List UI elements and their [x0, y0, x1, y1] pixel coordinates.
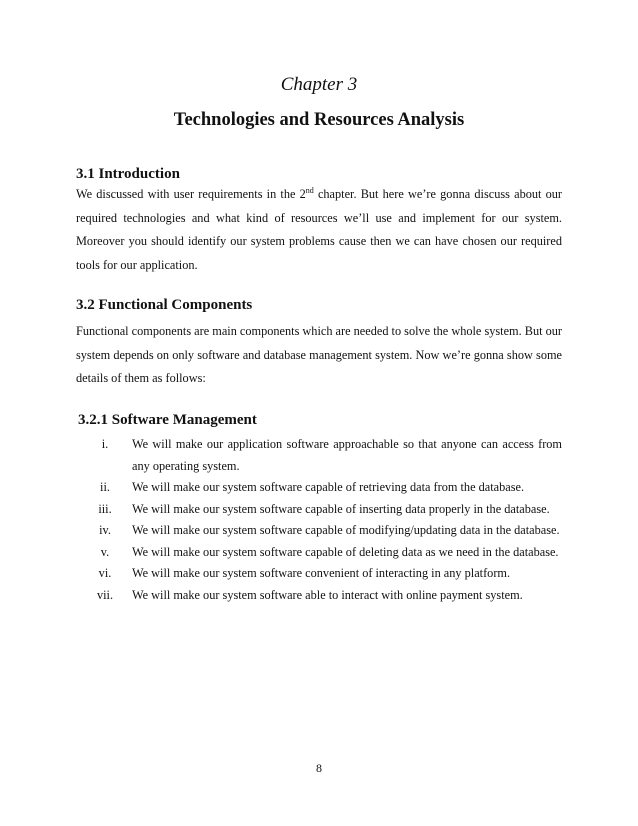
list-numeral: vii.	[96, 587, 114, 602]
section-heading-introduction: 3.1 Introduction	[76, 166, 180, 182]
chapter-label: Chapter 3	[280, 74, 358, 95]
list-numeral: iv.	[99, 523, 111, 537]
list-item	[78, 563, 562, 585]
list-item	[78, 477, 562, 499]
list-numeral: v.	[100, 544, 110, 559]
section-heading-software-management: 3.2.1 Software Management	[78, 412, 257, 428]
list-item-text: We will make our system software able to interact with online payment system.	[132, 587, 523, 602]
list-numeral: vi.	[98, 566, 112, 580]
introduction-text-start: We discussed with user requirements in the 2	[76, 187, 306, 201]
chapter-title: Technologies and Resources Analysis	[173, 110, 465, 130]
software-management-list	[78, 434, 562, 606]
list-item-text: We will make our system software capable of deleting data as we need in the database.	[132, 544, 559, 559]
list-item	[78, 542, 562, 564]
list-item	[78, 434, 562, 477]
list-item-text: We will make our system software capable of modifying/updating data in the database.	[132, 523, 560, 537]
list-item-text: We will make our system software capable of inserting data properly in the database.	[132, 501, 550, 516]
list-item	[78, 499, 562, 521]
list-item	[78, 585, 562, 607]
page-number: 8	[316, 761, 322, 775]
list-numeral: i.	[101, 437, 109, 451]
section-heading-functional-components: 3.2 Functional Components	[76, 297, 253, 313]
functional-components-paragraph: Functional components are main components which are needed to solve the whole system. But our system depends on only software and database management system. Now we’re gonna show some details of them as follows:	[76, 324, 562, 385]
list-item-text: We will make our application software approachable so that anyone can access from any operating system.	[132, 437, 562, 473]
list-item-text: We will make our system software convenient of interacting in any platform.	[132, 566, 511, 580]
ordinal-superscript: nd	[305, 185, 314, 195]
list-item	[78, 520, 562, 542]
list-numeral: ii.	[100, 480, 110, 494]
list-item-text: We will make our system software capable of retrieving data from the database.	[132, 480, 525, 494]
list-numeral: iii.	[98, 501, 112, 516]
introduction-text-end: chapter. But here we’re gonna discuss about our required technologies and what kind of resources we’ll use and implement for our system. Moreover you should identify our system problems cause then we can have chosen our required tools for our application.	[76, 187, 562, 272]
introduction-paragraph	[76, 183, 562, 277]
